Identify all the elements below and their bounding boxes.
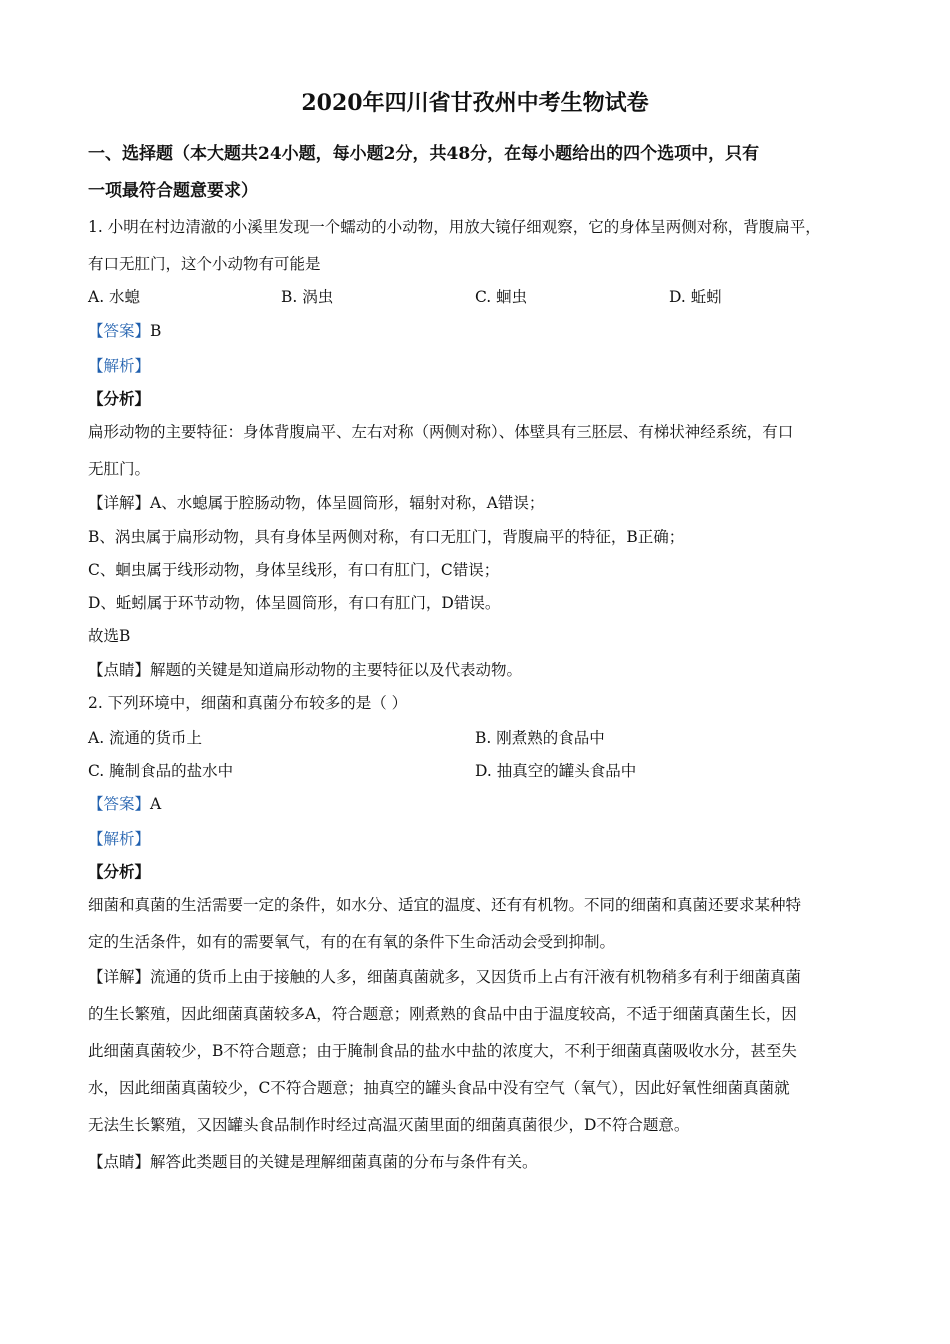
xiangjie-tag: 【详解】 — [88, 968, 151, 986]
page-title: 2020年四川省甘孜州中考生物试卷 — [301, 90, 649, 116]
q1-dianjing — [88, 659, 522, 681]
q2-answer — [88, 793, 161, 815]
q1-option-b: B. 涡虫 — [281, 288, 334, 306]
q2-fenxi-tag: 【分析】 — [88, 862, 151, 881]
q2-option-b: B. 刚煮熟的食品中 — [475, 729, 605, 747]
dianjing-tag: 【点睛】 — [88, 661, 151, 679]
q1-detail-line1 — [88, 492, 544, 514]
q2-stem: 2. 下列环境中，细菌和真菌分布较多的是（ ） — [88, 694, 408, 712]
q2-option-d: D. 抽真空的罐头食品中 — [475, 762, 637, 780]
q1-detail-line3: C、蛔虫属于线形动物，身体呈线形，有口有肛门，C错误； — [88, 561, 500, 579]
q2-detail-line2: 的生长繁殖，因此细菌真菌较多A，符合题意；刚煮熟的食品中由于温度较高，不适于细菌真菌生长，因 — [88, 1005, 797, 1023]
q1-fenxi-line1: 扁形动物的主要特征：身体背腹扁平、左右对称（两侧对称）、体壁具有三胚层、有梯状神经系统，有口 — [88, 423, 794, 441]
dianjing-tag: 【点睛】 — [88, 1153, 151, 1171]
dianjing-text: 解答此类题目的关键是理解细菌真菌的分布与条件有关。 — [150, 1153, 538, 1171]
q2-fenxi-line2: 定的生活条件，如有的需要氧气，有的在有氧的条件下生命活动会受到抑制。 — [88, 933, 616, 951]
q1-option-a: A. 水螅 — [88, 288, 141, 306]
section-heading-line1: 一、选择题（本大题共24小题，每小题2分，共48分，在每小题给出的四个选项中，只有 — [88, 144, 760, 164]
q1-fenxi-line2: 无肛门。 — [88, 460, 151, 478]
q2-analysis-tag: 【解析】 — [88, 830, 151, 848]
q1-detail-line4: D、蚯蚓属于环节动物，体呈圆筒形，有口有肛门，D错误。 — [88, 594, 501, 612]
q1-option-d: D. 蚯蚓 — [669, 288, 722, 306]
q1-fenxi-tag: 【分析】 — [88, 389, 151, 408]
answer-tag: 【答案】 — [88, 322, 151, 340]
detail-text: A、水螅属于腔肠动物，体呈圆筒形，辐射对称，A错误； — [150, 494, 545, 512]
q1-answer — [88, 320, 161, 342]
q2-detail-line1 — [88, 966, 801, 988]
q2-detail-line3: 此细菌真菌较少，B不符合题意；由于腌制食品的盐水中盐的浓度大，不利于细菌真菌吸收水分，甚至失 — [88, 1042, 797, 1060]
q1-stem-line1: 1. 小明在村边清澈的小溪里发现一个蠕动的小动物，用放大镜仔细观察，它的身体呈两侧对称，背腹扁平， — [88, 218, 821, 236]
q2-dianjing — [88, 1151, 538, 1173]
q2-option-c: C. 腌制食品的盐水中 — [88, 762, 234, 780]
q2-fenxi-line1: 细菌和真菌的生活需要一定的条件，如水分、适宜的温度、还有有机物。不同的细菌和真菌还要求某种特 — [88, 896, 802, 914]
q1-choice: 故选B — [88, 627, 131, 645]
q2-detail-line4: 水，因此细菌真菌较少，C不符合题意；抽真空的罐头食品中没有空气（氧气），因此好氧性细菌真菌就 — [88, 1079, 790, 1097]
answer-value: A — [150, 795, 162, 813]
q2-option-a: A. 流通的货币上 — [88, 729, 203, 747]
section-heading-line2: 一项最符合题意要求） — [88, 181, 258, 201]
detail-text: 流通的货币上由于接触的人多，细菌真菌就多，又因货币上占有汗液有机物稍多有利于细菌真菌 — [150, 968, 802, 986]
q1-analysis-tag: 【解析】 — [88, 357, 151, 375]
q1-stem-line2: 有口无肛门，这个小动物有可能是 — [88, 255, 321, 273]
xiangjie-tag: 【详解】 — [88, 494, 151, 512]
answer-value: B — [150, 322, 162, 340]
q2-detail-line5: 无法生长繁殖，又因罐头食品制作时经过高温灭菌里面的细菌真菌很少，D不符合题意。 — [88, 1116, 690, 1134]
dianjing-text: 解题的关键是知道扁形动物的主要特征以及代表动物。 — [150, 661, 523, 679]
q1-detail-line2: B、涡虫属于扁形动物，具有身体呈两侧对称，有口无肛门，背腹扁平的特征，B正确； — [88, 528, 685, 546]
q1-option-c: C. 蛔虫 — [475, 288, 528, 306]
answer-tag: 【答案】 — [88, 795, 151, 813]
